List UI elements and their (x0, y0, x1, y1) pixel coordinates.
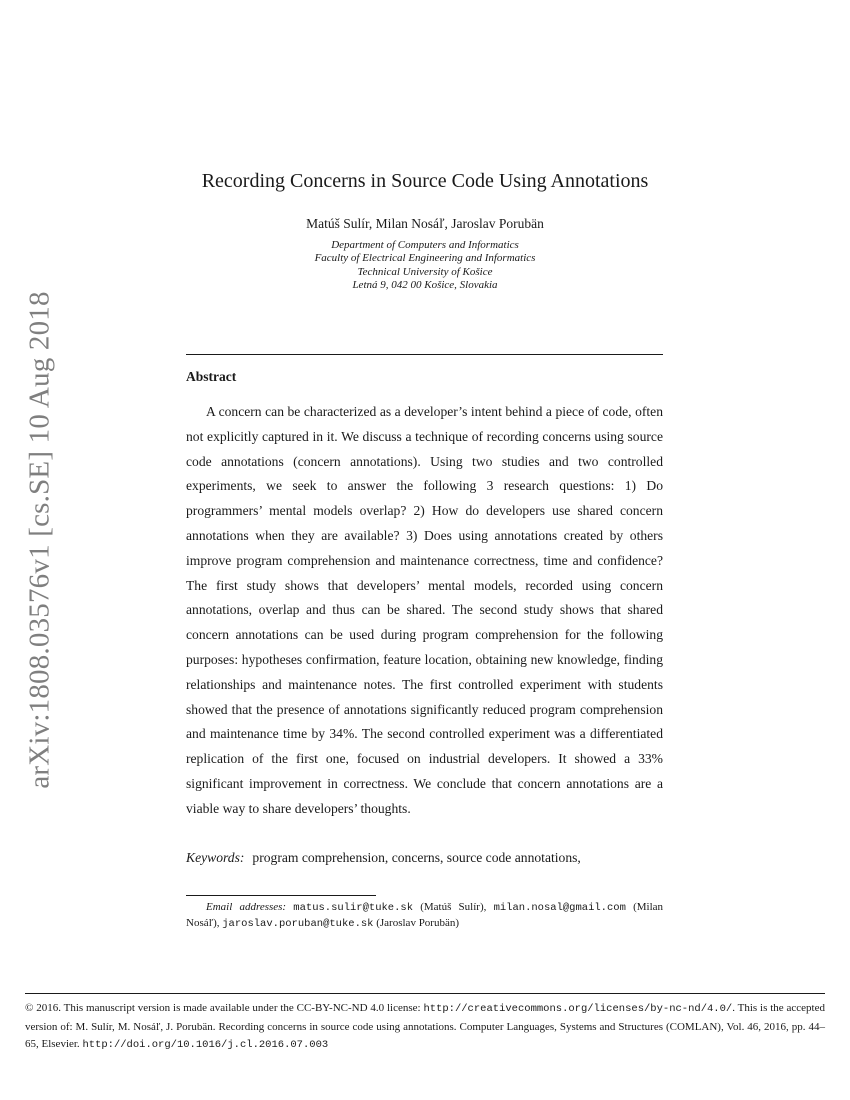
affiliation-block (0, 239, 850, 292)
author-name: (Matúš Sulír), (420, 901, 487, 913)
doi-link[interactable]: http://doi.org/10.1016/j.cl.2016.07.003 (82, 1039, 329, 1051)
keywords-line (186, 850, 663, 866)
footnote-divider (186, 895, 376, 896)
license-divider (25, 993, 825, 994)
author-name: (Milan Nosáľ), (186, 901, 664, 929)
author-list: Matúš Sulír, Milan Nosáľ, Jaroslav Porubän (306, 216, 544, 231)
author-name: (Jaroslav Porubän) (376, 917, 460, 929)
license-url-link[interactable]: http://creativecommons.org/licenses/by-nc-nd/4.0/ (423, 1003, 733, 1015)
abstract-heading: Abstract (186, 369, 237, 384)
email-link[interactable]: jaroslav.poruban@tuke.sk (222, 918, 374, 930)
abstract-text: A concern can be characterized as a developer’s intent behind a piece of code, often not explicitly captured in it. We discuss a technique of recording concerns using source code annotations (concern annotations). Using two studies and two controlled experiments, we seek to answer the following 3 research questions: 1) Do programmers’ mental models overlap? 2) How do developers use shared concern annotations when they are available? 3) Does using annotations created by others improve program comprehension and maintenance correctness, time and confidence? The first study shows that developers’ mental models, recorded using concern annotations, overlap and thus can be shared. The second study shows that shared concern annotations can be used during program comprehension for the following purposes: hypotheses confirmation, feature location, obtaining new knowledge, finding relationships and maintenance notes. The first controlled experiment with students showed that the presence of annotations significantly reduced program comprehension and maintenance time by 34%. The second controlled experiment was a differentiated replication of the first one, focused on industrial developers. It showed a 33% significant improvement in correctness. We conclude that concern annotations are a viable way to share developers’ thoughts. (186, 404, 663, 816)
affiliation-line: Letná 9, 042 00 Košice, Slovakia (352, 278, 498, 291)
email-link[interactable]: milan.nosal@gmail.com (493, 902, 626, 914)
email-link[interactable]: matus.sulir@tuke.sk (293, 902, 414, 914)
affiliation-line: Department of Computers and Informatics (331, 239, 519, 251)
paper-title: Recording Concerns in Source Code Using Annotations (201, 170, 649, 192)
email-footnote (186, 900, 663, 932)
citation-text: . This is the accepted version of: M. Sulír, M. Nosáľ, J. Porubän. Recording concerns in source code using annotations. Computer Languages, Systems and Structures (COMLAN), Vol. 46, 2016, pp. 44–65, Elsevier. (25, 1002, 825, 1050)
affiliation-line: Faculty of Electrical Engineering and Informatics (314, 252, 536, 265)
arxiv-identifier: arXiv:1808.03576v1 [cs.SE] 10 Aug 2018 (23, 291, 56, 789)
abstract-divider (186, 354, 663, 355)
license-text: © 2016. This manuscript version is made available under the CC-BY-NC-ND 4.0 license: (25, 1002, 421, 1014)
license-notice (25, 1000, 825, 1055)
affiliation-line: Technical University of Košice (357, 265, 493, 278)
email-label: Email addresses: (206, 901, 287, 913)
keywords-text: program comprehension, concerns, source code annotations, (252, 850, 581, 865)
keywords-label: Keywords: (186, 850, 245, 865)
